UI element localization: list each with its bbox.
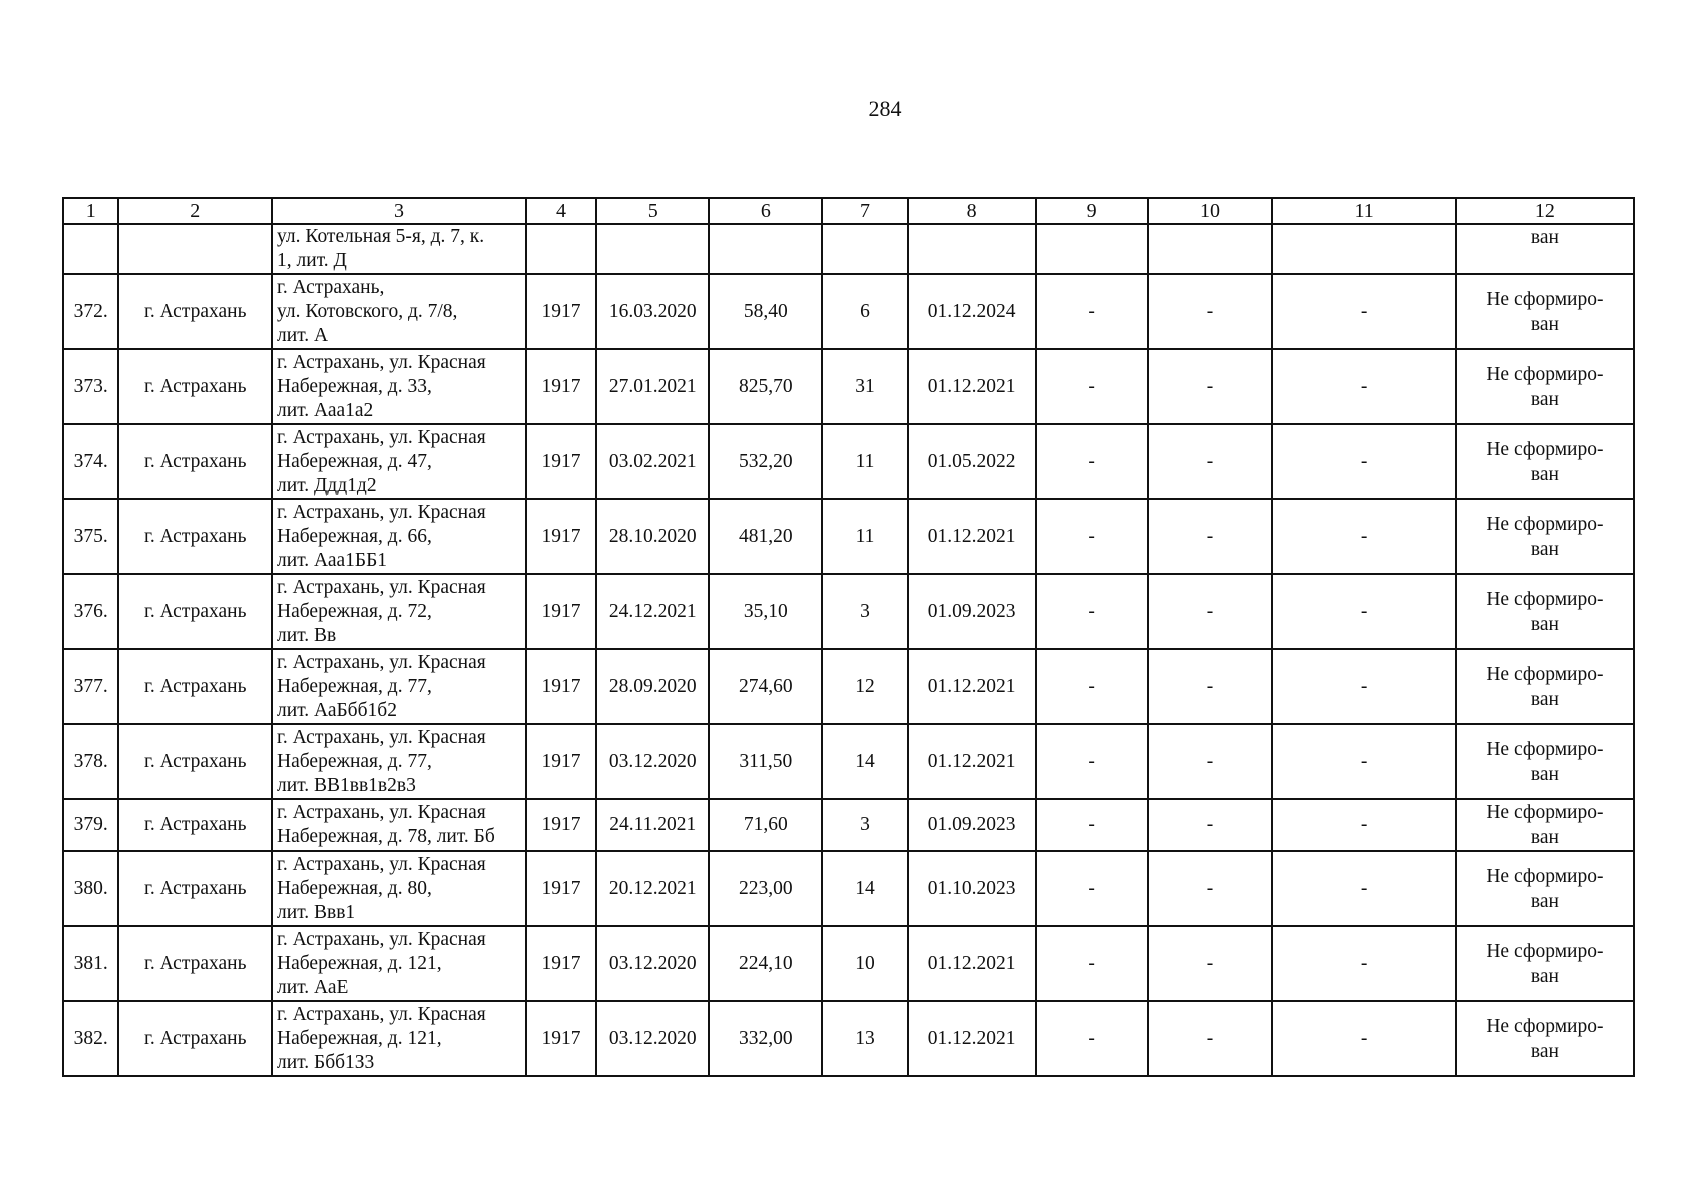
- column-header: 10: [1148, 198, 1273, 224]
- col10-cell: -: [1148, 424, 1273, 499]
- date-cell: 03.12.2020: [596, 724, 709, 799]
- count-cell: 31: [822, 349, 907, 424]
- col10-cell: -: [1148, 926, 1273, 1001]
- year-cell: 1917: [526, 799, 596, 851]
- address-line: г. Астрахань, ул. Красная: [277, 928, 486, 950]
- year-cell: 1917: [526, 724, 596, 799]
- status-line: Не сформиро-: [1486, 663, 1604, 685]
- address-line: лит. АаБбб1б2: [277, 699, 397, 721]
- row-number-cell: 372.: [63, 274, 118, 349]
- col9-cell: -: [1036, 724, 1148, 799]
- table-row: [63, 724, 1634, 799]
- table-header: [63, 198, 1634, 224]
- date-cell: 16.03.2020: [596, 274, 709, 349]
- address-cell: [272, 424, 526, 499]
- address-line: ул. Котовского, д. 7/8,: [277, 300, 458, 322]
- col11-cell: -: [1272, 799, 1455, 851]
- col9-cell: -: [1036, 799, 1148, 851]
- address-line: лит. АаЕ: [277, 976, 349, 998]
- year-cell: 1917: [526, 274, 596, 349]
- col9-cell: -: [1036, 499, 1148, 574]
- col11-cell: [1272, 224, 1455, 274]
- col10-cell: -: [1148, 851, 1273, 926]
- col10-cell: -: [1148, 349, 1273, 424]
- column-header: 2: [118, 198, 272, 224]
- table-row: [63, 274, 1634, 349]
- status-line: Не сформиро-: [1486, 865, 1604, 887]
- column-header: 5: [596, 198, 709, 224]
- col11-cell: -: [1272, 724, 1455, 799]
- col11-cell: -: [1272, 349, 1455, 424]
- area-cell: 274,60: [709, 649, 822, 724]
- count-cell: 6: [822, 274, 907, 349]
- deadline-cell: 01.05.2022: [908, 424, 1036, 499]
- count-cell: 14: [822, 851, 907, 926]
- status-cell: [1456, 499, 1634, 574]
- deadline-cell: 01.09.2023: [908, 574, 1036, 649]
- address-cell: [272, 574, 526, 649]
- address-line: г. Астрахань, ул. Красная: [277, 576, 486, 598]
- status-line: Не сформиро-: [1486, 363, 1604, 385]
- area-cell: 332,00: [709, 1001, 822, 1076]
- area-cell: [709, 224, 822, 274]
- col9-cell: -: [1036, 274, 1148, 349]
- col11-cell: -: [1272, 1001, 1455, 1076]
- status-line: ван: [1530, 688, 1559, 710]
- city-cell: г. Астрахань: [118, 926, 272, 1001]
- address-line: г. Астрахань, ул. Красная: [277, 802, 486, 823]
- address-cell: [272, 1001, 526, 1076]
- column-header: 9: [1036, 198, 1148, 224]
- address-line: лит. ВВ1вв1в2в3: [277, 774, 416, 796]
- deadline-cell: 01.12.2021: [908, 649, 1036, 724]
- count-cell: 3: [822, 574, 907, 649]
- year-cell: 1917: [526, 851, 596, 926]
- area-cell: 223,00: [709, 851, 822, 926]
- address-line: Набережная, д. 66,: [277, 525, 432, 547]
- year-cell: 1917: [526, 1001, 596, 1076]
- deadline-cell: 01.12.2021: [908, 349, 1036, 424]
- row-number-cell: 374.: [63, 424, 118, 499]
- status-line: ван: [1530, 890, 1559, 912]
- status-line: ван: [1530, 763, 1559, 785]
- col11-cell: -: [1272, 424, 1455, 499]
- status-line: ван: [1530, 827, 1559, 848]
- status-line: Не сформиро-: [1486, 738, 1604, 760]
- table-row: [63, 851, 1634, 926]
- address-line: лит. Ббб1З3: [277, 1051, 375, 1073]
- col9-cell: -: [1036, 349, 1148, 424]
- city-cell: г. Астрахань: [118, 724, 272, 799]
- col10-cell: -: [1148, 574, 1273, 649]
- col11-cell: -: [1272, 926, 1455, 1001]
- status-line: ван: [1530, 1040, 1559, 1062]
- col9-cell: -: [1036, 851, 1148, 926]
- year-cell: 1917: [526, 649, 596, 724]
- area-cell: 532,20: [709, 424, 822, 499]
- col10-cell: -: [1148, 649, 1273, 724]
- deadline-cell: 01.12.2024: [908, 274, 1036, 349]
- address-cell: [272, 851, 526, 926]
- status-line: ван: [1530, 965, 1559, 987]
- column-number-row: [63, 198, 1634, 224]
- deadline-cell: 01.09.2023: [908, 799, 1036, 851]
- area-cell: 481,20: [709, 499, 822, 574]
- count-cell: 11: [822, 424, 907, 499]
- address-cell: [272, 499, 526, 574]
- address-line: Набережная, д. 47,: [277, 450, 432, 472]
- col11-cell: -: [1272, 274, 1455, 349]
- table-row: [63, 574, 1634, 649]
- address-line: Набережная, д. 33,: [277, 375, 432, 397]
- area-cell: 58,40: [709, 274, 822, 349]
- date-cell: 27.01.2021: [596, 349, 709, 424]
- table-row: [63, 499, 1634, 574]
- column-header: 4: [526, 198, 596, 224]
- deadline-cell: 01.10.2023: [908, 851, 1036, 926]
- col9-cell: -: [1036, 926, 1148, 1001]
- status-cell: [1456, 424, 1634, 499]
- year-cell: 1917: [526, 574, 596, 649]
- city-cell: г. Астрахань: [118, 499, 272, 574]
- table-body: [63, 224, 1634, 1076]
- row-number-cell: 373.: [63, 349, 118, 424]
- column-header: 12: [1456, 198, 1634, 224]
- status-cell: [1456, 1001, 1634, 1076]
- deadline-cell: 01.12.2021: [908, 926, 1036, 1001]
- column-header: 3: [272, 198, 526, 224]
- col9-cell: -: [1036, 1001, 1148, 1076]
- date-cell: 24.11.2021: [596, 799, 709, 851]
- date-cell: 03.12.2020: [596, 926, 709, 1001]
- count-cell: [822, 224, 907, 274]
- col11-cell: -: [1272, 649, 1455, 724]
- table-row: [63, 649, 1634, 724]
- deadline-cell: 01.12.2021: [908, 1001, 1036, 1076]
- status-line: Не сформиро-: [1486, 1015, 1604, 1037]
- col10-cell: -: [1148, 799, 1273, 851]
- address-line: лит. Ввв1: [277, 901, 356, 923]
- address-line: г. Астрахань, ул. Красная: [277, 501, 486, 523]
- address-line: лит. Ааа1а2: [277, 399, 374, 421]
- col10-cell: -: [1148, 274, 1273, 349]
- address-line: Набережная, д. 77,: [277, 750, 432, 772]
- address-cell: [272, 349, 526, 424]
- col9-cell: [1036, 224, 1148, 274]
- address-line: г. Астрахань,: [277, 276, 385, 298]
- city-cell: г. Астрахань: [118, 799, 272, 851]
- table-row: [63, 349, 1634, 424]
- table-row: [63, 926, 1634, 1001]
- address-line: Набережная, д. 77,: [277, 675, 432, 697]
- row-number-cell: 375.: [63, 499, 118, 574]
- column-header: 8: [908, 198, 1036, 224]
- status-line: ван: [1530, 388, 1559, 410]
- status-line: Не сформиро-: [1486, 588, 1604, 610]
- area-cell: 224,10: [709, 926, 822, 1001]
- status-cell: [1456, 926, 1634, 1001]
- city-cell: г. Астрахань: [118, 851, 272, 926]
- status-line: Не сформиро-: [1486, 940, 1604, 962]
- year-cell: 1917: [526, 499, 596, 574]
- city-cell: г. Астрахань: [118, 1001, 272, 1076]
- status-cell: [1456, 649, 1634, 724]
- year-cell: 1917: [526, 349, 596, 424]
- status-cell: [1456, 274, 1634, 349]
- address-line: г. Астрахань, ул. Красная: [277, 426, 486, 448]
- date-cell: 28.10.2020: [596, 499, 709, 574]
- row-number-cell: [63, 224, 118, 274]
- col11-cell: -: [1272, 574, 1455, 649]
- status-line: Не сформиро-: [1486, 802, 1604, 823]
- row-number-cell: 377.: [63, 649, 118, 724]
- table-row: [63, 1001, 1634, 1076]
- address-line: г. Астрахань, ул. Красная: [277, 726, 486, 748]
- col10-cell: -: [1148, 1001, 1273, 1076]
- date-cell: 28.09.2020: [596, 649, 709, 724]
- count-cell: 3: [822, 799, 907, 851]
- page-number: 284: [868, 96, 902, 121]
- col11-cell: -: [1272, 851, 1455, 926]
- address-line: г. Астрахань, ул. Красная: [277, 351, 486, 373]
- col10-cell: [1148, 224, 1273, 274]
- address-line: Набережная, д. 80,: [277, 877, 432, 899]
- address-line: 1, лит. Д: [277, 250, 347, 271]
- year-cell: 1917: [526, 424, 596, 499]
- address-line: Набережная, д. 78, лит. Бб: [277, 826, 495, 847]
- row-number-cell: 381.: [63, 926, 118, 1001]
- col9-cell: -: [1036, 424, 1148, 499]
- deadline-cell: 01.12.2021: [908, 724, 1036, 799]
- address-line: лит. Ддд1д2: [277, 474, 377, 496]
- area-cell: 71,60: [709, 799, 822, 851]
- year-cell: [526, 224, 596, 274]
- row-number-cell: 382.: [63, 1001, 118, 1076]
- address-cell: [272, 926, 526, 1001]
- table-row: [63, 424, 1634, 499]
- column-header: 6: [709, 198, 822, 224]
- count-cell: 11: [822, 499, 907, 574]
- address-cell: [272, 724, 526, 799]
- date-cell: 03.12.2020: [596, 1001, 709, 1076]
- address-cell: [272, 649, 526, 724]
- status-line: ван: [1530, 227, 1559, 248]
- address-line: Набережная, д. 72,: [277, 600, 432, 622]
- row-number-cell: 376.: [63, 574, 118, 649]
- address-line: г. Астрахань, ул. Красная: [277, 651, 486, 673]
- registry-table: [62, 197, 1635, 1077]
- row-number-cell: 378.: [63, 724, 118, 799]
- col9-cell: -: [1036, 649, 1148, 724]
- address-cell: [272, 224, 526, 274]
- area-cell: 35,10: [709, 574, 822, 649]
- status-cell: [1456, 574, 1634, 649]
- status-line: ван: [1530, 613, 1559, 635]
- col10-cell: -: [1148, 499, 1273, 574]
- date-cell: 03.02.2021: [596, 424, 709, 499]
- year-cell: 1917: [526, 926, 596, 1001]
- date-cell: 20.12.2021: [596, 851, 709, 926]
- status-cell: [1456, 224, 1634, 274]
- status-line: ван: [1530, 313, 1559, 335]
- city-cell: г. Астрахань: [118, 574, 272, 649]
- deadline-cell: 01.12.2021: [908, 499, 1036, 574]
- status-line: Не сформиро-: [1486, 288, 1604, 310]
- continuation-row: [63, 224, 1634, 274]
- city-cell: г. Астрахань: [118, 349, 272, 424]
- address-line: ул. Котельная 5-я, д. 7, к.: [277, 226, 485, 247]
- count-cell: 13: [822, 1001, 907, 1076]
- address-cell: [272, 799, 526, 851]
- date-cell: [596, 224, 709, 274]
- status-line: ван: [1530, 538, 1559, 560]
- count-cell: 10: [822, 926, 907, 1001]
- col11-cell: -: [1272, 499, 1455, 574]
- column-header: 7: [822, 198, 907, 224]
- column-header: 11: [1272, 198, 1455, 224]
- status-line: Не сформиро-: [1486, 513, 1604, 535]
- address-cell: [272, 274, 526, 349]
- col10-cell: -: [1148, 724, 1273, 799]
- row-number-cell: 380.: [63, 851, 118, 926]
- address-line: Набережная, д. 121,: [277, 952, 442, 974]
- address-line: Набережная, д. 121,: [277, 1027, 442, 1049]
- column-header: 1: [63, 198, 118, 224]
- col9-cell: -: [1036, 574, 1148, 649]
- count-cell: 12: [822, 649, 907, 724]
- city-cell: г. Астрахань: [118, 274, 272, 349]
- count-cell: 14: [822, 724, 907, 799]
- status-line: Не сформиро-: [1486, 438, 1604, 460]
- date-cell: 24.12.2021: [596, 574, 709, 649]
- city-cell: г. Астрахань: [118, 649, 272, 724]
- row-number-cell: 379.: [63, 799, 118, 851]
- city-cell: г. Астрахань: [118, 424, 272, 499]
- status-cell: [1456, 349, 1634, 424]
- status-line: ван: [1530, 463, 1559, 485]
- status-cell: [1456, 851, 1634, 926]
- table-row: [63, 799, 1634, 851]
- area-cell: 825,70: [709, 349, 822, 424]
- deadline-cell: [908, 224, 1036, 274]
- address-line: г. Астрахань, ул. Красная: [277, 853, 486, 875]
- status-cell: [1456, 799, 1634, 851]
- status-cell: [1456, 724, 1634, 799]
- city-cell: [118, 224, 272, 274]
- address-line: лит. Ааа1ББ1: [277, 549, 388, 571]
- area-cell: 311,50: [709, 724, 822, 799]
- address-line: г. Астрахань, ул. Красная: [277, 1003, 486, 1025]
- address-line: лит. А: [277, 324, 329, 346]
- address-line: лит. Вв: [277, 624, 337, 646]
